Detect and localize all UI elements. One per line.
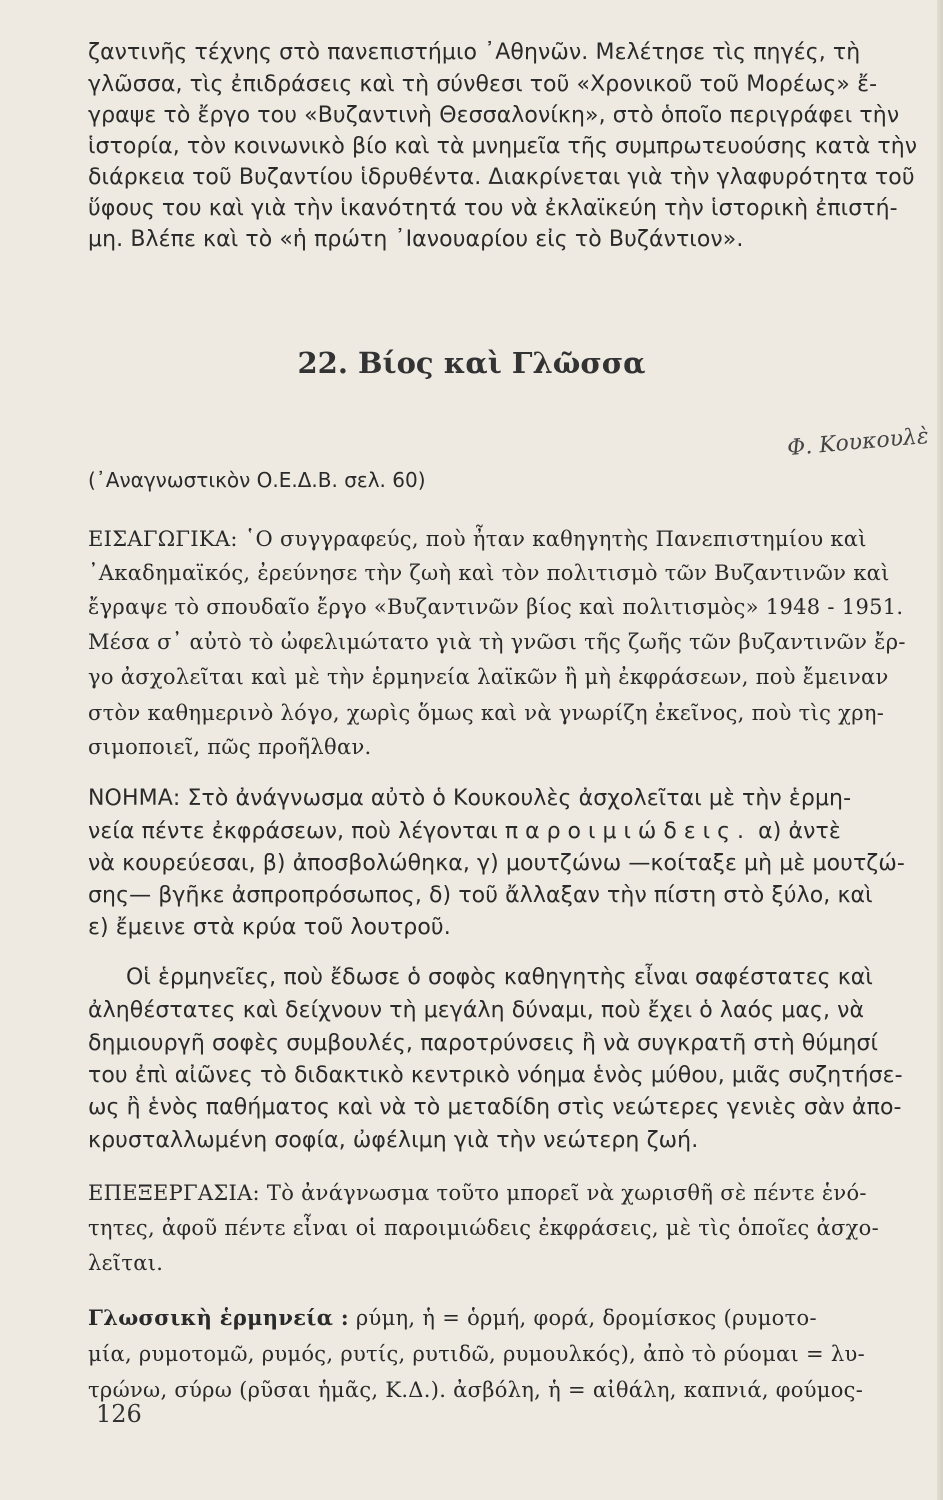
text-line: ἀληθέστατες καὶ δείχνουν τὴ μεγάλη δύναμι, ποὺ ἔχει ὁ λαός μας, νὰ <box>88 998 865 1023</box>
text-line: μη. Βλέπε καὶ τὸ «ἡ πρώτη ᾿Ιανουαρίου εἰς τὸ Βυζάντιον». <box>88 227 744 252</box>
text-line: ὕφους του καὶ γιὰ τὴν ἱκανότητά του νὰ ἐκλαϊκεύη τὴν ἱστορικὴ ἐπιστή- <box>88 196 898 221</box>
text-line: λεῖται. <box>88 1251 164 1275</box>
text-line: γο ἀσχολεῖται καὶ μὲ τὴν ἑρμηνεία λαϊκῶν ἢ μὴ ἐκφράσεων, ποὺ ἔμειναν <box>88 665 889 689</box>
text-line: τρώνω, σύρω (ρῦσαι ἡμᾶς, Κ.Δ.). ἀσβόλη, ἡ = αἰθάλη, καπνιά, φούμος- <box>88 1378 864 1402</box>
page-edge-shadow <box>937 0 943 1500</box>
text-span: ρύμη, ἡ = ὁρμή, φορά, δρομίσκος (ρυμοτο- <box>355 1306 817 1330</box>
text-line: γλῶσσα, τὶς ἐπιδράσεις καὶ τὴ σύνθεσι τοῦ «Χρονικοῦ τοῦ Μορέως» ἔ- <box>88 72 878 97</box>
text-line: ε) ἔμεινε στὰ κρύα τοῦ λουτροῦ. <box>88 915 451 940</box>
epexergasia-first-line <box>88 1178 931 1208</box>
text-line: κρυσταλλωμένη σοφία, ὠφέλιμη γιὰ τὴν νεώτερη ζωή. <box>88 1128 699 1153</box>
text-line: νὰ κουρεύεσαι, β) ἀποσβολώθηκα, γ) μουτζώνω —κοίταξε μὴ μὲ μουτζώ- <box>88 851 905 876</box>
chapter-heading: 22. Βίος καὶ Γλῶσσα <box>297 346 646 380</box>
text-line: δημιουργῆ σοφὲς συμβουλές, παροτρύνσεις ἢ νὰ συγκρατῆ στὴ θύμησί <box>88 1031 879 1056</box>
author-name: Φ. Κουκουλὲ <box>786 423 930 462</box>
section-label: ΝΟΗΜΑ: <box>88 786 181 811</box>
text-line: ᾿Ακαδημαϊκός, ἐρεύνησε τὴν ζωὴ καὶ τὸν πολιτισμὸ τῶν Βυζαντινῶν καὶ <box>88 561 890 585</box>
glossiki-first-line <box>88 1303 931 1333</box>
emphasized-word: παροιμιώδεις. <box>504 819 752 844</box>
eisagogika-first-line <box>88 524 931 554</box>
text-line: σιμοποιεῖ, πῶς προῆλθαν. <box>88 735 372 759</box>
text-line: ἔγραψε τὸ σπουδαῖο ἔργο «Βυζαντινῶν βίος καὶ πολιτισμὸς» 1948 - 1951. <box>88 595 904 619</box>
text-line: ἱστορία, τὸν κοινωνικὸ βίο καὶ τὰ μνημεῖα τῆς συμπρωτευούσης κατὰ τὴν <box>88 134 918 159</box>
source-reference: (᾿Αναγνωστικὸν Ο.Ε.Δ.Β. σελ. 60) <box>88 468 426 492</box>
text-line: ως ἢ ἑνὸς παθήματος καὶ νὰ τὸ μεταδίδη στὶς νεώτερες γενιὲς σὰν ἀπο- <box>88 1095 902 1120</box>
text-line: του ἐπὶ αἰῶνες τὸ διδακτικὸ κεντρικὸ νόημα ἑνὸς μύθου, μιᾶς συζητήσε- <box>88 1063 903 1088</box>
text-span: α) ἀντὲ <box>758 819 841 844</box>
text-line: ζαντινῆς τέχνης στὸ πανεπιστήμιο ᾿Αθηνῶν. Μελέτησε τὶς πηγές, τὴ <box>88 40 861 65</box>
text-span: ῾Ο συγγραφεύς, ποὺ ἦταν καθηγητὴς Πανεπιστημίου καὶ <box>244 527 867 551</box>
text-line: τητες, ἀφοῦ πέντε εἶναι οἱ παροιμιώδεις ἐκφράσεις, μὲ τὶς ὁποῖες ἀσχο- <box>88 1216 880 1240</box>
text-line: σης— βγῆκε ἀσπροπρόσωπος, δ) τοῦ ἄλλαξαν τὴν πίστη στὸ ξύλο, καὶ <box>88 883 873 908</box>
text-span: Στὸ ἀνάγνωσμα αὐτὸ ὁ Κουκουλὲς ἀσχολεῖται μὲ τὴν ἑρμη- <box>187 786 852 811</box>
noima-second-line <box>88 817 931 847</box>
noima-first-line <box>88 784 931 814</box>
section-label: Γλωσσικὴ ἑρμηνεία : <box>88 1305 349 1330</box>
text-line: διάρκεια τοῦ Βυζαντίου ἱδρυθέντα. Διακρίνεται γιὰ τὴν γλαφυρότητα τοῦ <box>88 165 915 190</box>
text-span: νεία πέντε ἐκφράσεων, ποὺ λέγονται <box>88 819 498 844</box>
text-line: μία, ρυμοτομῶ, ρυμός, ρυτίς, ρυτιδῶ, ρυμουλκός), ἀπὸ τὸ ρύομαι = λυ- <box>88 1342 865 1366</box>
text-line: γραψε τὸ ἔργο του «Βυζαντινὴ Θεσσαλονίκη», στὸ ὁποῖο περιγράφει τὴν <box>88 103 900 128</box>
text-span: Τὸ ἀνάγνωσμα τοῦτο μπορεῖ νὰ χωρισθῆ σὲ πέντε ἑνό- <box>266 1181 867 1205</box>
page-number: 126 <box>96 1400 142 1428</box>
section-label: ΕΠΕΞΕΡΓΑΣΙΑ: <box>88 1181 260 1205</box>
text-line: Οἱ ἑρμηνεῖες, ποὺ ἔδωσε ὁ σοφὸς καθηγητὴς εἶναι σαφέστατες καὶ <box>126 965 873 990</box>
text-line: Μέσα σ᾿ αὐτὸ τὸ ὠφελιμώτατο γιὰ τὴ γνῶσι τῆς ζωῆς τῶν βυζαντινῶν ἔρ- <box>88 630 906 654</box>
section-label: ΕΙΣΑΓΩΓΙΚΑ: <box>88 527 238 551</box>
text-line: στὸν καθημερινὸ λόγο, χωρὶς ὅμως καὶ νὰ γνωρίζη ἐκεῖνος, ποὺ τὶς χρη- <box>88 701 885 725</box>
